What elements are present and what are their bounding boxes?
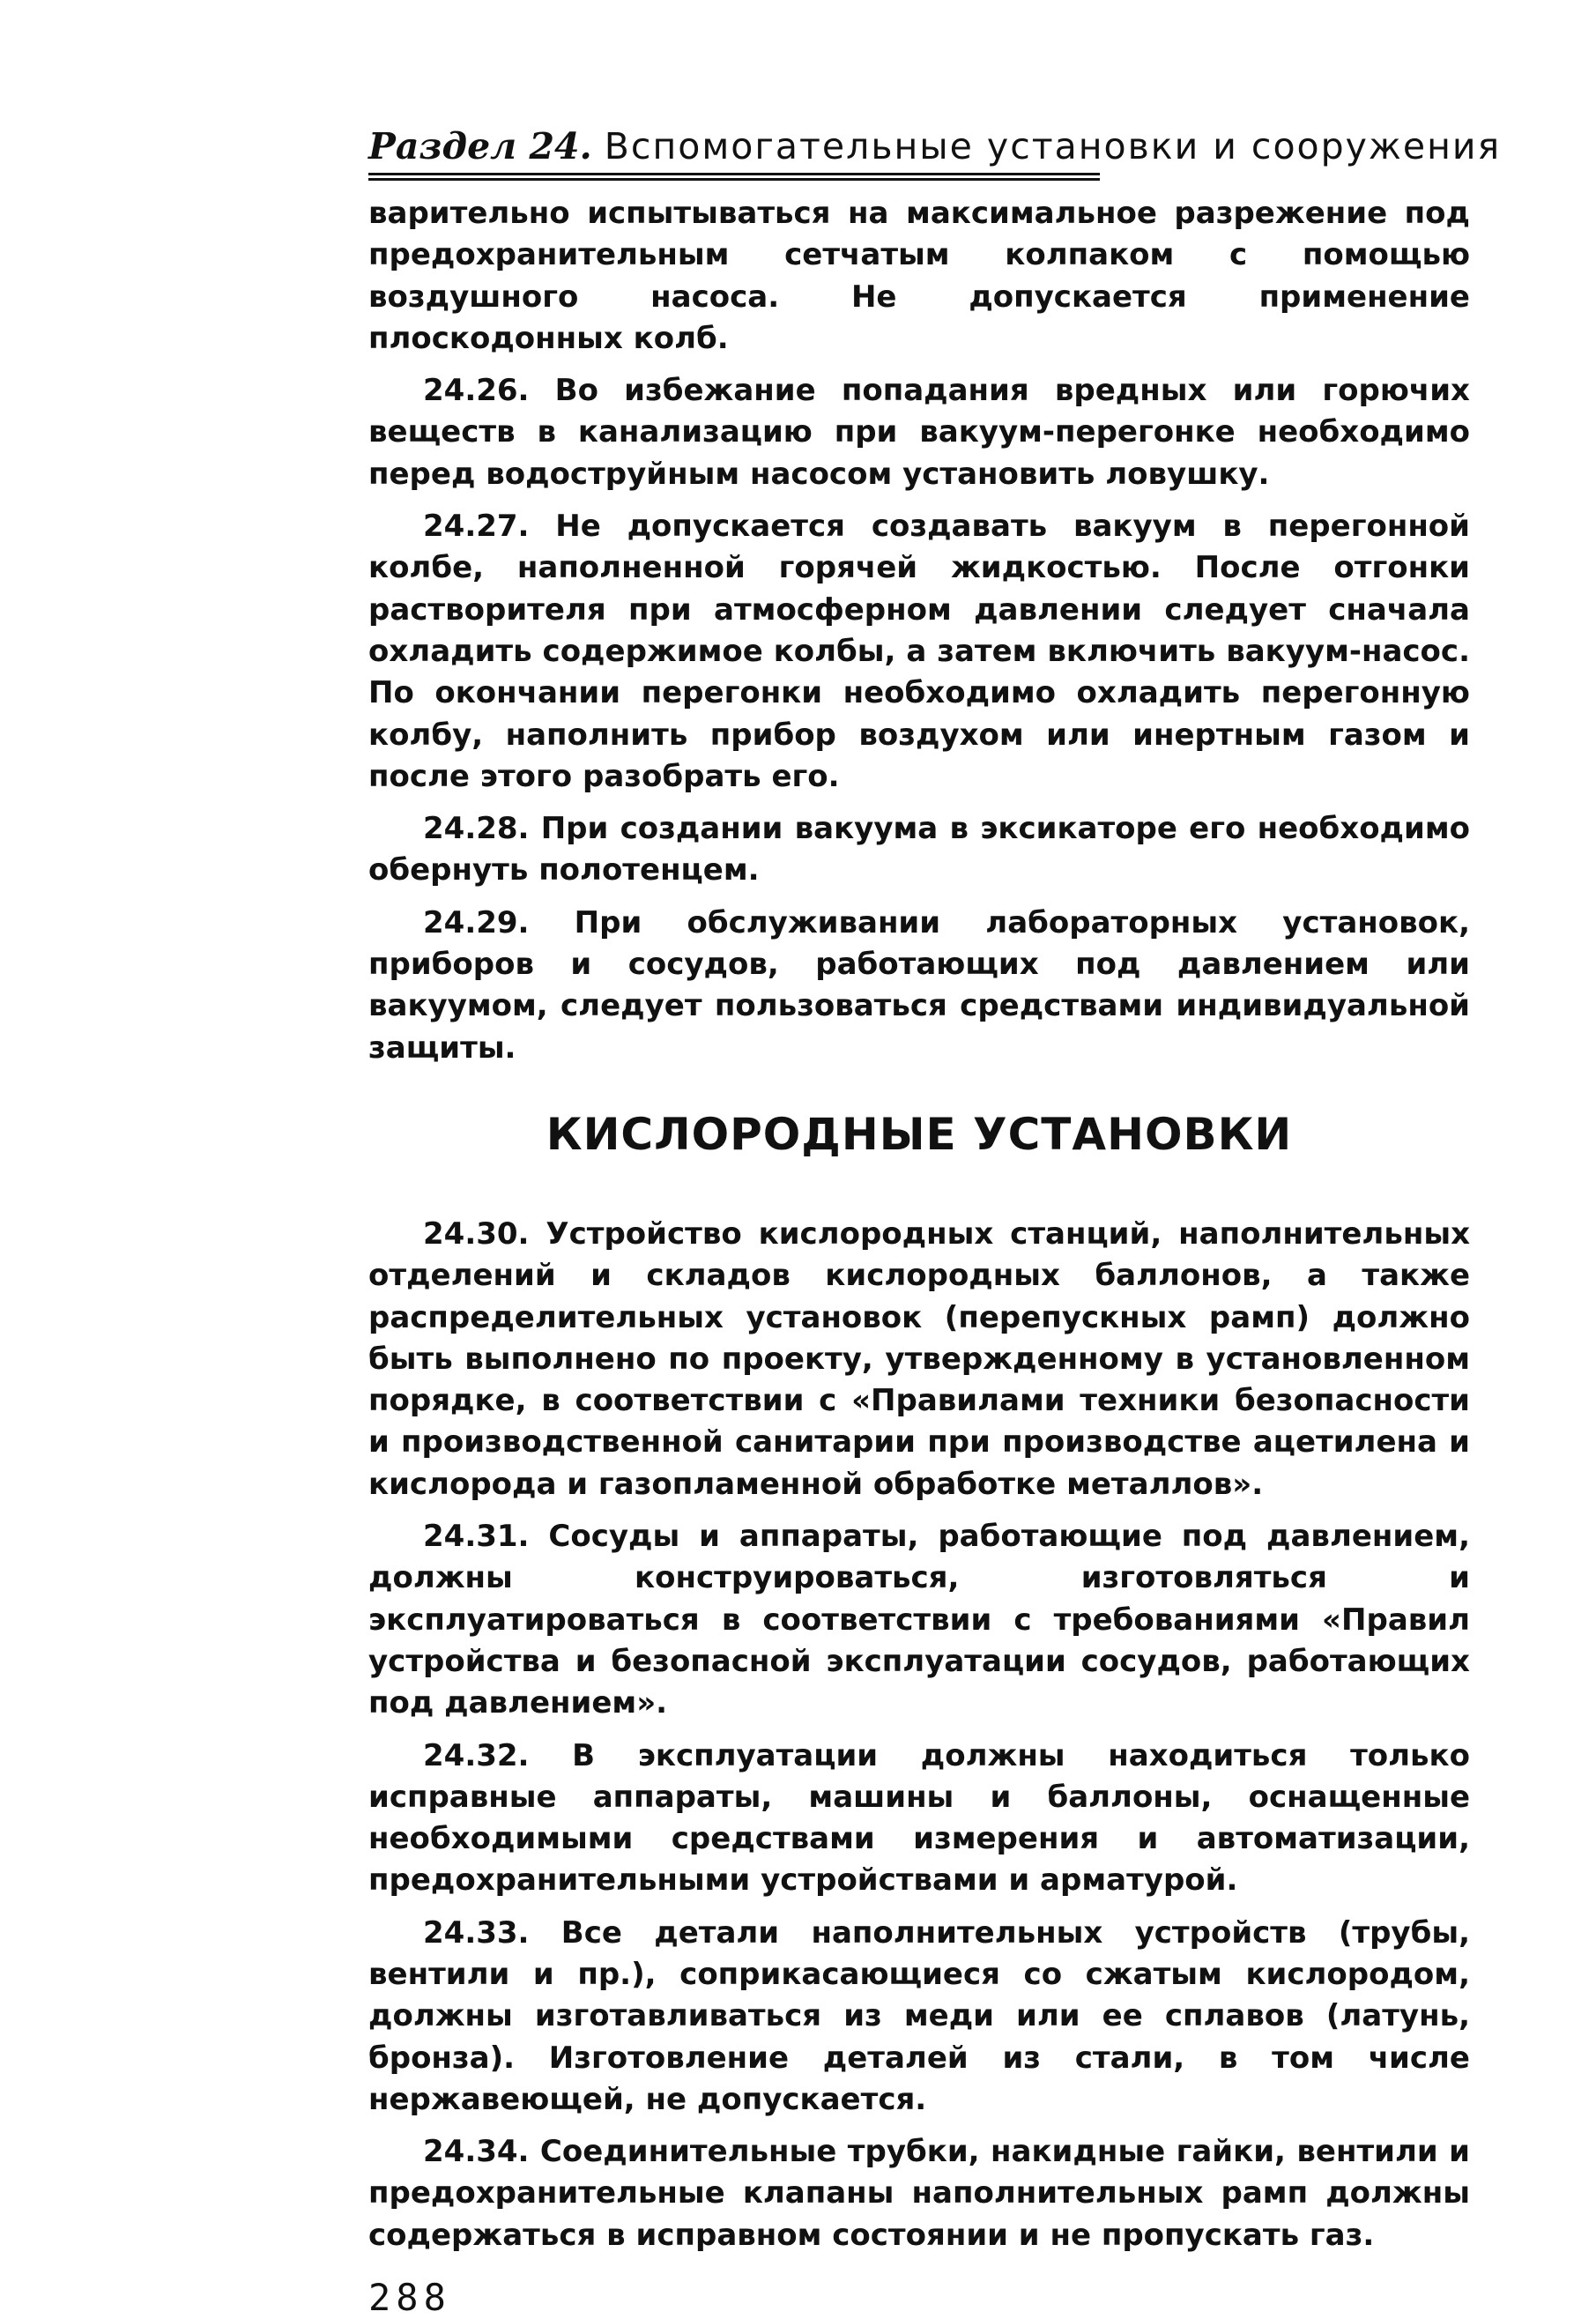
paragraph-24-32: 24.32. В эксплуатации должны находиться только исправные аппараты, машины и баллоны, оснащенные необходимыми средствами измерения и автоматизации, предохранительными устройствами и арматурой.	[368, 1737, 1470, 1899]
paragraph-24-29: 24.29. При обслуживании лабораторных установок, приборов и сосудов, работающих под давлением или вакуумом, следует пользоваться средствами индивидуальной защиты.	[368, 904, 1470, 1066]
body-text-bottom	[368, 1214, 1470, 2256]
paragraph-24-31: 24.31. Сосуды и аппараты, работающие под давлением, должны конструироваться, изготовляться и эксплуатироваться в соответствии с требованиями «Правил устройства и безопасной эксплуатации сосудов, работающих под давлением».	[368, 1519, 1470, 1721]
body-text-top	[368, 193, 1470, 1069]
running-head-title: Вспомогательные установки и сооружения	[604, 125, 1502, 167]
header-rule	[368, 173, 1100, 181]
paragraph-24-26: 24.26. Во избежание попадания вредных или горючих веществ в канализацию при вакуум-перегонке необходимо перед водоструйным насосом установить ловушку.	[368, 373, 1470, 492]
paragraph-24-33: 24.33. Все детали наполнительных устройств (трубы, вентили и пр.), соприкасающиеся со сжатым кислородом, должны изготавливаться из меди или ее сплавов (латунь, бронза). Изготовление деталей из стали, в том числе нержавеющей, не допускается.	[368, 1914, 1470, 2117]
paragraph-24-34: 24.34. Соединительные трубки, накидные гайки, вентили и предохранительные клапаны наполнительных рамп должны содержаться в исправном состоянии и не пропускать газ.	[368, 2134, 1470, 2253]
section-label: Раздел 24.	[368, 125, 592, 167]
page-number: 288	[368, 2276, 451, 2319]
paragraph-24-27: 24.27. Не допускается создавать вакуум в перегонной колбе, наполненной горячей жидкостью. После отгонки растворителя при атмосферном давлении следует сначала охладить содержимое колбы, а затем включить вакуум-насос. По окончании перегонки необходимо охладить перегонную колбу, наполнить прибор воздухом или инертным газом и после этого разобрать его.	[368, 509, 1470, 794]
paragraph-24-30: 24.30. Устройство кислородных станций, наполнительных отделений и складов кислородных баллонов, а также распределительных установок (перепускных рамп) должно быть выполнено по проекту, утвержденному в установленном порядке, в соответствии с «Правилами техники безопасности и производственной санитарии при производстве ацетилена и кислорода и газопламенной обработке металлов».	[368, 1215, 1470, 1502]
paragraph-24-28: 24.28. При создании вакуума в эксикаторе его необходимо обернуть полотенцем.	[368, 811, 1470, 888]
section-title: КИСЛОРОДНЫЕ УСТАНОВКИ	[546, 1108, 1293, 1160]
paragraph-continuation: варительно испытываться на максимальное разрежение под предохранительным сетчатым колпаком с помощью воздушного насоса. Не допускается применение плоскодонных колб.	[368, 196, 1470, 356]
running-head	[368, 123, 1502, 169]
book-page	[368, 123, 1502, 2319]
